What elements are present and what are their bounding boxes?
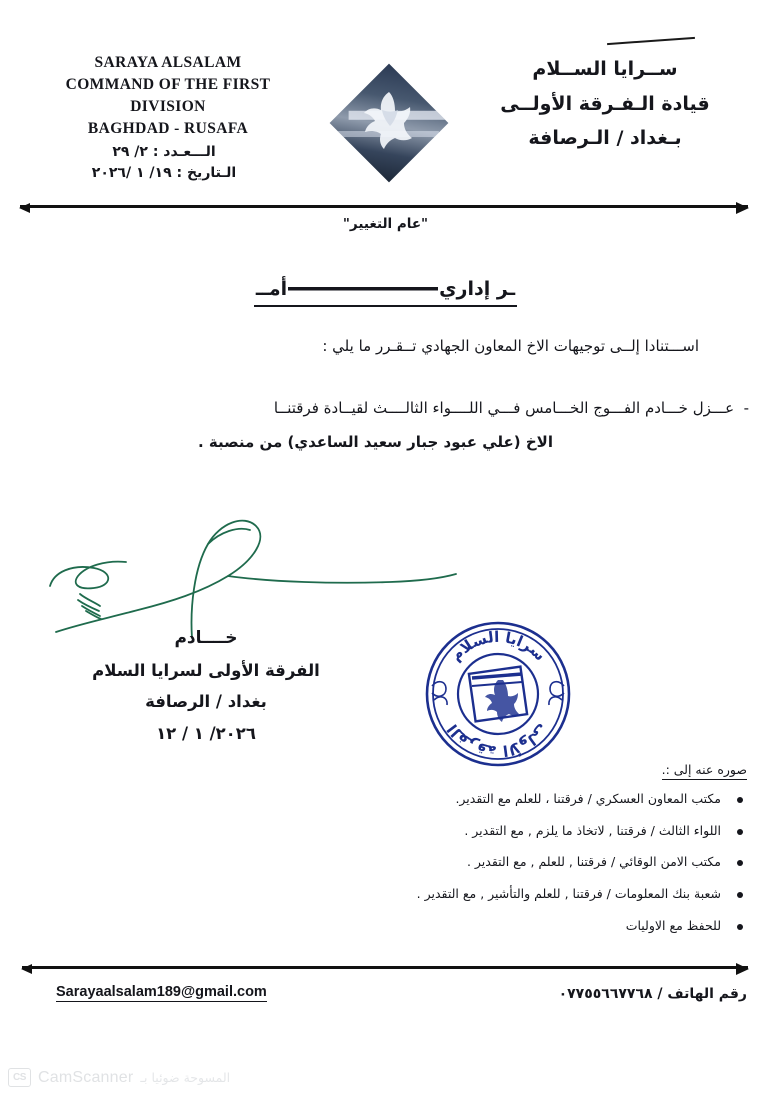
header-english-line-1: SARAYA ALSALAM (94, 54, 242, 71)
contact-phone: رقم الهاتف / ٠٧٧٥٥٦٦٧٧٦٨ (558, 986, 747, 1002)
dove-icon (356, 86, 422, 156)
stamp-bottom-text: الفرقة الأولى (443, 720, 552, 761)
camscanner-brand: CamScanner (38, 1068, 134, 1086)
title-prefix: أمــ (255, 278, 288, 300)
document-date: الـتاريخ : ١٩/ ١ /٢٠٢٦ (91, 165, 237, 182)
header-english-block (38, 52, 298, 140)
clause-marker: - (743, 399, 749, 417)
document-title (254, 278, 517, 307)
footer-divider-arrow (22, 966, 748, 969)
cc-list-item: للحفظ مع الاوليات (227, 919, 747, 932)
signature-text-block (56, 622, 356, 750)
header-english-line-2: COMMAND OF THE FIRST (65, 76, 271, 93)
stamp-top-text: سرايا السلام (446, 627, 550, 665)
order-clause (22, 392, 749, 459)
signatory-unit: الفرقة الأولى لسرايا السلام (92, 660, 320, 680)
camscanner-badge-icon: CS (8, 1068, 31, 1087)
cc-heading: صوره عنه إلى :. (662, 762, 747, 780)
header-english-line-4: BAGHDAD - RUSAFA (87, 120, 249, 137)
header-english-line-3: DIVISION (130, 98, 206, 115)
clause-line-1-text: عـــزل خـــادم الفـــوج الخـــامس فـــي اللــــواء الثالــــث لقيــادة فرقتنــا (273, 399, 735, 417)
title-kashida-stroke (288, 287, 438, 294)
stamp-center-emblem (469, 667, 527, 722)
contact-email-link[interactable]: Sarayaalsalam189@gmail.com (56, 984, 267, 1000)
clause-line-1 (274, 399, 749, 417)
cc-list-item: اللواء الثالث / فرقتنا , لاتخاذ ما يلزم , مع التقدير . (227, 824, 747, 837)
slogan-text: "عام التغيير" (342, 216, 429, 232)
title-suffix: ـر إداري (439, 278, 516, 300)
header-arabic-line-3: بـغداد / الـرصافة (528, 127, 682, 150)
header-arabic-line-2: قيادة الـفـرقة الأولــى (500, 92, 710, 115)
official-stamp (414, 618, 582, 770)
body-intro-line: اســـتنادا إلــى توجيهات الاخ المعاون الجهادي تــقـرر ما يلي : (322, 337, 699, 355)
signatory-location: بغداد / الرصافة (145, 692, 267, 712)
signatory-role: خــــادم (174, 628, 238, 648)
cc-list-item: مكتب الامن الوقائي / فرقتنا , للعلم , مع التقدير . (227, 855, 747, 868)
header-divider-arrow (20, 205, 748, 208)
clause-line-2: الاخ (علي عبود جبار سعيد الساعدي) من منصبة . (197, 433, 553, 452)
header-arabic-line-1: ســرايا الســلام (532, 58, 678, 80)
signatory-date: ٢٠٢٦/ ١ / ١٢ (156, 723, 256, 743)
header-accent-line (607, 37, 695, 45)
cc-list-item: شعبة بنك المعلومات / فرقتنا , للعلم والتأشير , مع التقدير . (227, 887, 747, 900)
cc-list-item: مكتب المعاون العسكري / فرقتنا ، للعلم مع التقدير. (227, 792, 747, 805)
reference-number: الـــعـدد : ٢/ ٢٩ (112, 144, 216, 160)
camscanner-watermark (8, 1068, 230, 1087)
header-reference-block (38, 142, 290, 185)
camscanner-arabic-note: المسوحة ضوئيا بـ (140, 1070, 231, 1085)
header-arabic-block (465, 52, 745, 156)
organization-logo (330, 64, 448, 182)
cc-distribution-list (227, 792, 747, 950)
document-title-wrapper (0, 278, 771, 307)
